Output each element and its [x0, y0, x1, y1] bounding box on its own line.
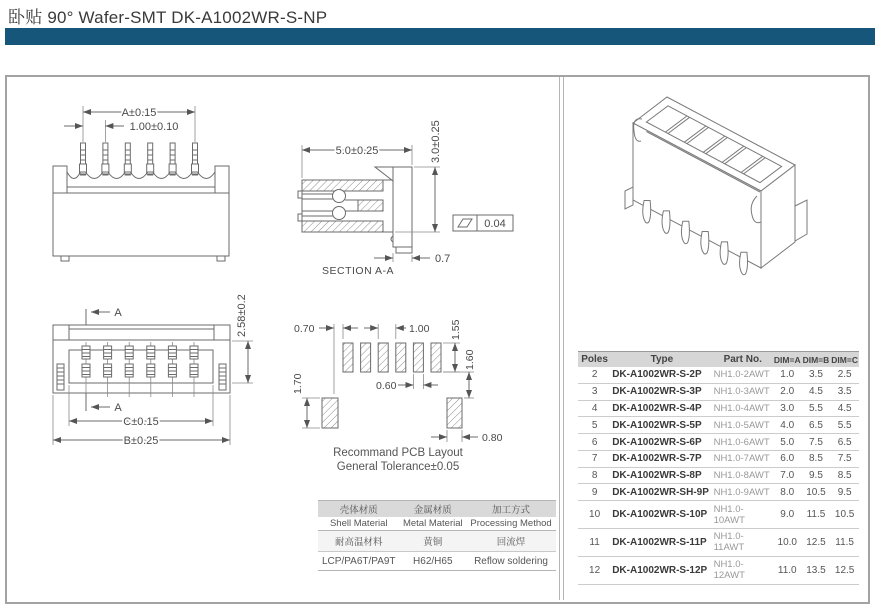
- dim-b-cell: 12.5: [802, 529, 831, 557]
- dim-a-cell: 4.0: [773, 417, 802, 434]
- dim-c-cell: 6.5: [830, 434, 859, 451]
- poles-cell: 12: [578, 556, 611, 584]
- dim-a-cell: 10.0: [773, 529, 802, 557]
- poles-cell: 6: [578, 434, 611, 451]
- pcb-layout-drawing: [288, 308, 528, 480]
- dim-c-cell: 12.5: [830, 556, 859, 584]
- section-marker-top: A: [114, 307, 122, 319]
- type-cell: DK-A1002WR-S-5P: [611, 417, 712, 434]
- spec-header-row: [578, 352, 859, 368]
- type-cell: DK-A1002WR-S-11P: [611, 529, 712, 557]
- bottom-view-drawing: [15, 285, 293, 475]
- table-row: [578, 529, 859, 557]
- partno-cell: NH1.0-7AWT: [713, 450, 773, 467]
- partno-cell: NH1.0-4AWT: [713, 400, 773, 417]
- dim-b-cell: 7.5: [802, 434, 831, 451]
- dim-100-label: 1.00: [409, 323, 430, 335]
- dim-c-cell: 4.5: [830, 400, 859, 417]
- table-row: [578, 417, 859, 434]
- partno-cell: NH1.0-8AWT: [713, 467, 773, 484]
- dim-070-label: 0.70: [294, 323, 315, 335]
- dim-lead-label: 0.7: [435, 253, 451, 265]
- type-cell: DK-A1002WR-S-10P: [611, 501, 712, 529]
- dim-b-cell: 8.5: [802, 450, 831, 467]
- partno-cell: NH1.0-10AWT: [713, 501, 773, 529]
- table-row: [578, 467, 859, 484]
- bottom-view-body: [53, 325, 230, 393]
- partno-cell: NH1.0-9AWT: [713, 484, 773, 501]
- table-row: [578, 484, 859, 501]
- dim-c-cell: 8.5: [830, 467, 859, 484]
- type-cell: DK-A1002WR-S-6P: [611, 434, 712, 451]
- front-view-body: [53, 166, 229, 261]
- dim-170-label: 1.70: [292, 373, 304, 394]
- section-marker-bottom: A: [114, 402, 122, 414]
- materials-header-en: Processing Method: [466, 517, 556, 531]
- poles-cell: 7: [578, 450, 611, 467]
- pcb-caption-1: Recommand PCB Layout: [333, 447, 463, 459]
- col-header-poles: Poles: [578, 352, 611, 368]
- dim-080-label: 0.80: [482, 432, 503, 444]
- partno-cell: NH1.0-6AWT: [713, 434, 773, 451]
- materials-table: [318, 500, 556, 571]
- dim-c-cell: 3.5: [830, 383, 859, 400]
- dim-b-cell: 4.5: [802, 383, 831, 400]
- section-view-drawing: [292, 95, 522, 285]
- iso-view-drawing: [592, 55, 862, 315]
- dim-a-label: A±0.15: [121, 107, 157, 119]
- type-cell: DK-A1002WR-S-12P: [611, 556, 712, 584]
- col-header-dim-a: DIM=A: [773, 352, 802, 368]
- dim-b-cell: 5.5: [802, 400, 831, 417]
- front-view-pins: [80, 143, 199, 175]
- materials-value-cn: 黄铜: [400, 531, 467, 552]
- dim-b-cell: 10.5: [802, 484, 831, 501]
- table-row: [578, 434, 859, 451]
- dim-160-label: 1.60: [464, 349, 476, 370]
- dim-a-cell: 8.0: [773, 484, 802, 501]
- dim-height-label: 3.0±0.25: [430, 120, 442, 163]
- table-row: [578, 383, 859, 400]
- dim-c-cell: 7.5: [830, 450, 859, 467]
- type-cell: DK-A1002WR-S-2P: [611, 367, 712, 383]
- frame-divider: [559, 77, 564, 600]
- section-label: SECTION A-A: [321, 265, 395, 277]
- dim-c-cell: 9.5: [830, 484, 859, 501]
- dim-c-cell: 11.5: [830, 529, 859, 557]
- type-cell: DK-A1002WR-S-7P: [611, 450, 712, 467]
- type-cell: DK-A1002WR-S-8P: [611, 467, 712, 484]
- dim-pitch-label: 1.00±0.10: [129, 121, 179, 133]
- dim-c-cell: 2.5: [830, 367, 859, 383]
- poles-cell: 3: [578, 383, 611, 400]
- dim-b-cell: 11.5: [802, 501, 831, 529]
- partno-cell: NH1.0-12AWT: [713, 556, 773, 584]
- partno-cell: NH1.0-5AWT: [713, 417, 773, 434]
- dim-h-label: 2.58±0.2: [236, 294, 248, 337]
- table-row: [578, 450, 859, 467]
- flatness-value: 0.04: [484, 218, 506, 230]
- dim-a-cell: 2.0: [773, 383, 802, 400]
- front-view-drawing: [28, 82, 290, 282]
- materials-value-en: H62/H65: [400, 552, 467, 571]
- accent-bar: [5, 28, 875, 45]
- dim-a-cell: 1.0: [773, 367, 802, 383]
- partno-cell: NH1.0-3AWT: [713, 383, 773, 400]
- section-body: [298, 167, 412, 253]
- dim-a-cell: 6.0: [773, 450, 802, 467]
- table-row: [578, 501, 859, 529]
- col-header-dim-c: DIM=C: [830, 352, 859, 368]
- dim-b-cell: 6.5: [802, 417, 831, 434]
- partno-cell: NH1.0-11AWT: [713, 529, 773, 557]
- poles-cell: 2: [578, 367, 611, 383]
- poles-cell: 10: [578, 501, 611, 529]
- page-title: 卧贴 90° Wafer-SMT DK-A1002WR-S-NP: [8, 8, 328, 27]
- dim-060-label: 0.60: [376, 380, 397, 392]
- type-cell: DK-A1002WR-S-4P: [611, 400, 712, 417]
- poles-cell: 8: [578, 467, 611, 484]
- poles-cell: 5: [578, 417, 611, 434]
- partno-cell: NH1.0-2AWT: [713, 367, 773, 383]
- materials-value-cn: 耐高温材料: [318, 531, 400, 552]
- dim-c-label: C±0.15: [123, 416, 159, 428]
- materials-header-en: Shell Material: [318, 517, 400, 531]
- dim-a-cell: 7.0: [773, 467, 802, 484]
- col-header-type: Type: [611, 352, 712, 368]
- dim-width-label: 5.0±0.25: [335, 145, 379, 157]
- type-cell: DK-A1002WR-S-3P: [611, 383, 712, 400]
- dim-c-cell: 5.5: [830, 417, 859, 434]
- dim-b-label: B±0.25: [123, 435, 159, 447]
- table-row: [578, 400, 859, 417]
- spec-table: [578, 351, 859, 585]
- materials-header-cn: 加工方式: [466, 501, 556, 518]
- materials-value-cn: 回流焊: [466, 531, 556, 552]
- dim-155-label: 1.55: [450, 319, 462, 340]
- type-cell: DK-A1002WR-SH-9P: [611, 484, 712, 501]
- col-header-partno: Part No.: [713, 352, 773, 368]
- materials-header-cn: 金属材质: [400, 501, 467, 518]
- dim-b-cell: 9.5: [802, 467, 831, 484]
- poles-cell: 4: [578, 400, 611, 417]
- materials-header-en: Metal Material: [400, 517, 467, 531]
- dim-b-cell: 13.5: [802, 556, 831, 584]
- table-row: [578, 367, 859, 383]
- materials-header-cn: 壳体材质: [318, 501, 400, 518]
- poles-cell: 9: [578, 484, 611, 501]
- dim-a-cell: 9.0: [773, 501, 802, 529]
- materials-value-en: Reflow soldering: [466, 552, 556, 571]
- dim-a-cell: 5.0: [773, 434, 802, 451]
- dim-b-cell: 3.5: [802, 367, 831, 383]
- dim-a-cell: 11.0: [773, 556, 802, 584]
- pcb-caption-2: General Tolerance±0.05: [336, 461, 460, 473]
- materials-value-en: LCP/PA6T/PA9T: [318, 552, 400, 571]
- table-row: [578, 556, 859, 584]
- dim-c-cell: 10.5: [830, 501, 859, 529]
- poles-cell: 11: [578, 529, 611, 557]
- dim-a-cell: 3.0: [773, 400, 802, 417]
- col-header-dim-b: DIM=B: [802, 352, 831, 368]
- flatness-tolerance: [453, 215, 513, 231]
